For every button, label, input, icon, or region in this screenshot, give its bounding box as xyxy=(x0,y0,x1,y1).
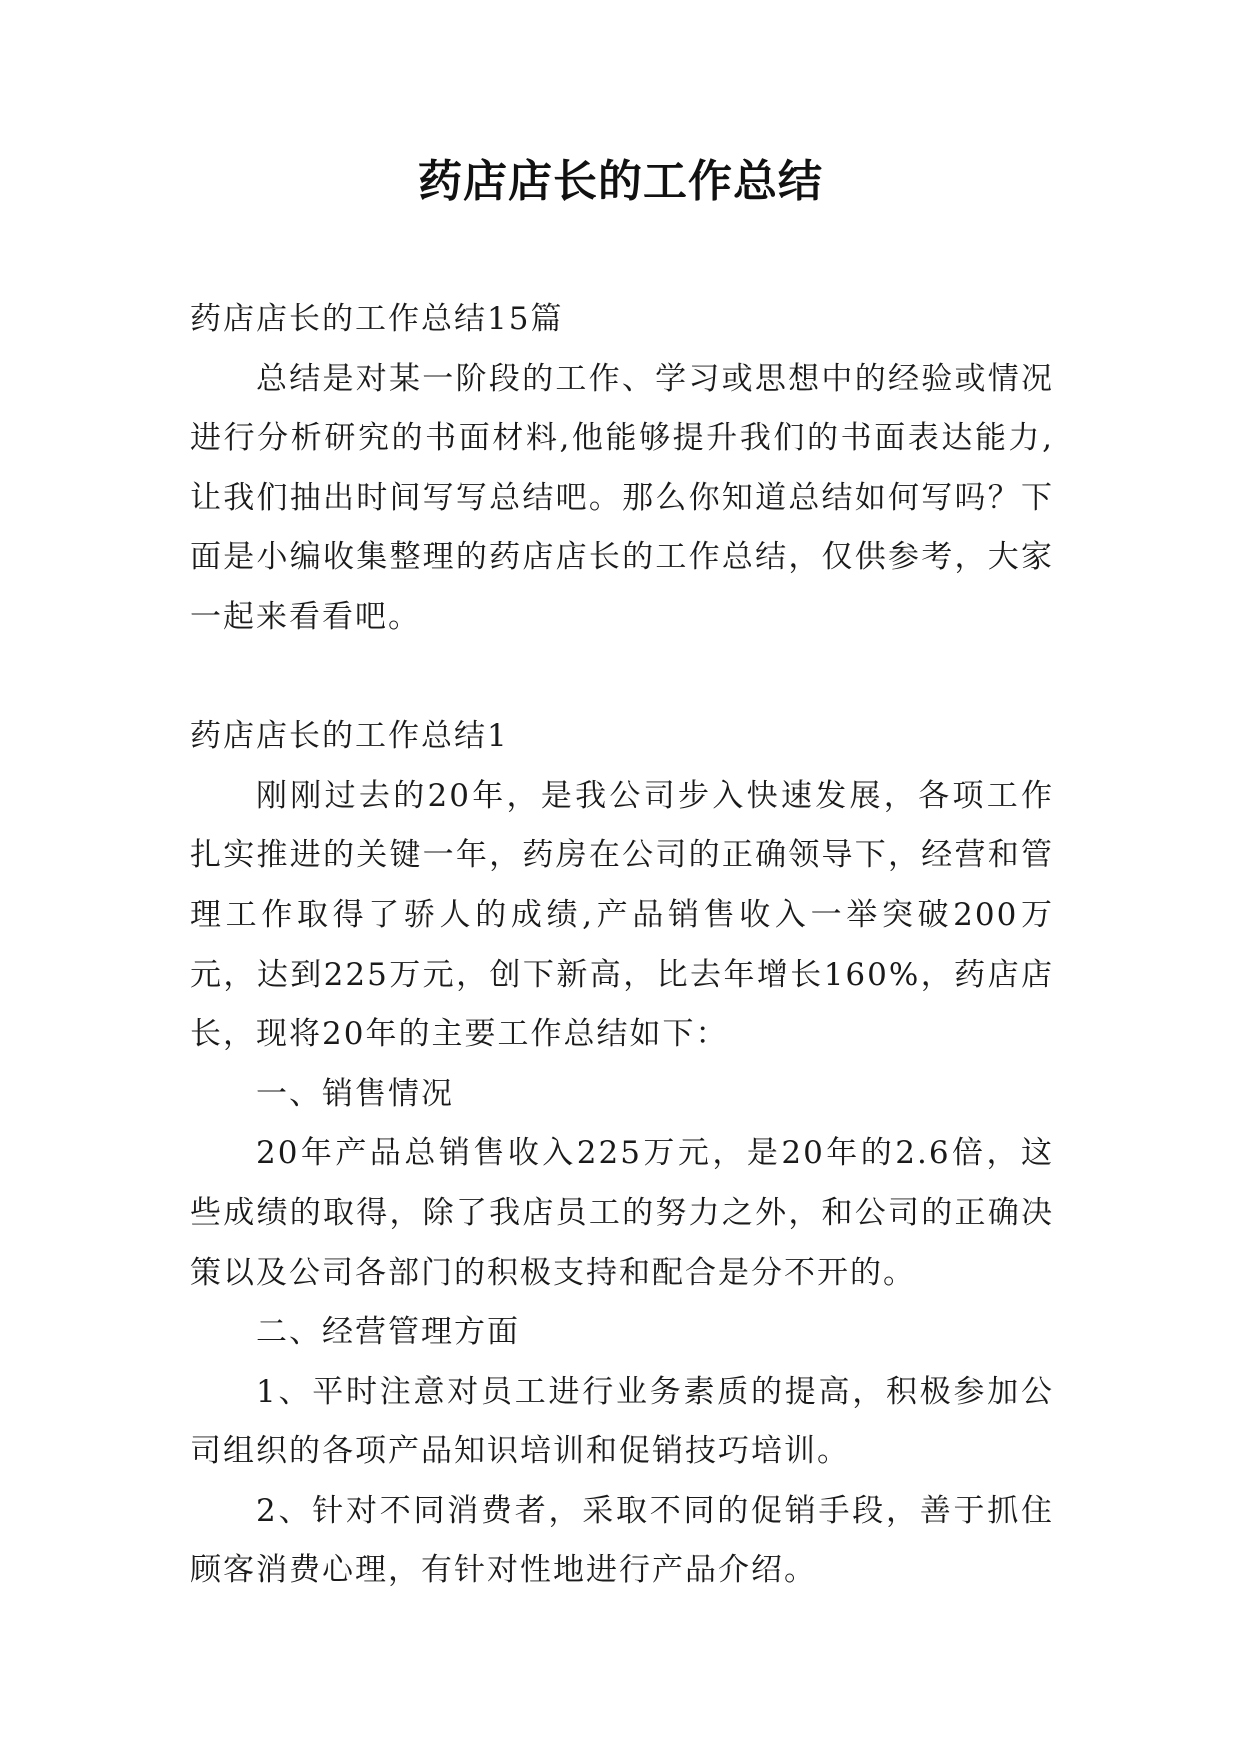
subsection-heading-management: 二、经营管理方面 xyxy=(256,1314,520,1351)
document-body xyxy=(190,290,1054,1601)
document-title: 药店店长的工作总结 xyxy=(418,156,823,207)
section-heading: 药店店长的工作总结1 xyxy=(190,718,509,755)
management-item-1: 1、平时注意对员工进行业务素质的提高，积极参加公司组织的各项产品知识培训和促销技巧培训。 xyxy=(190,1373,1054,1470)
collection-heading: 药店店长的工作总结15篇 xyxy=(190,301,564,337)
section-paragraph: 刚刚过去的20年，是我公司步入快速发展，各项工作扎实推进的关键一年，药房在公司的正确领导下，经营和管理工作取得了骄人的成绩,产品销售收入一举突破200万元，达到225万元，创下新高，比去年增长160%，药店店长，现将20年的主要工作总结如下： xyxy=(190,777,1054,1053)
intro-paragraph: 总结是对某一阶段的工作、学习或思想中的经验或情况进行分析研究的书面材料,他能够提升我们的书面表达能力,让我们抽出时间写写总结吧。那么你知道总结如何写吗？下面是小编收集整理的药店店长的工作总结，仅供参考，大家一起来看看吧。 xyxy=(190,360,1054,635)
management-item-2: 2、针对不同消费者，采取不同的促销手段，善于抓住顾客消费心理，有针对性地进行产品介绍。 xyxy=(190,1492,1054,1589)
subsection-heading-sales: 一、销售情况 xyxy=(256,1075,454,1112)
sales-paragraph: 20年产品总销售收入225万元，是20年的2.6倍，这些成绩的取得，除了我店员工的努力之外，和公司的正确决策以及公司各部门的积极支持和配合是分不开的。 xyxy=(190,1135,1054,1291)
section-spacer xyxy=(190,648,1054,708)
